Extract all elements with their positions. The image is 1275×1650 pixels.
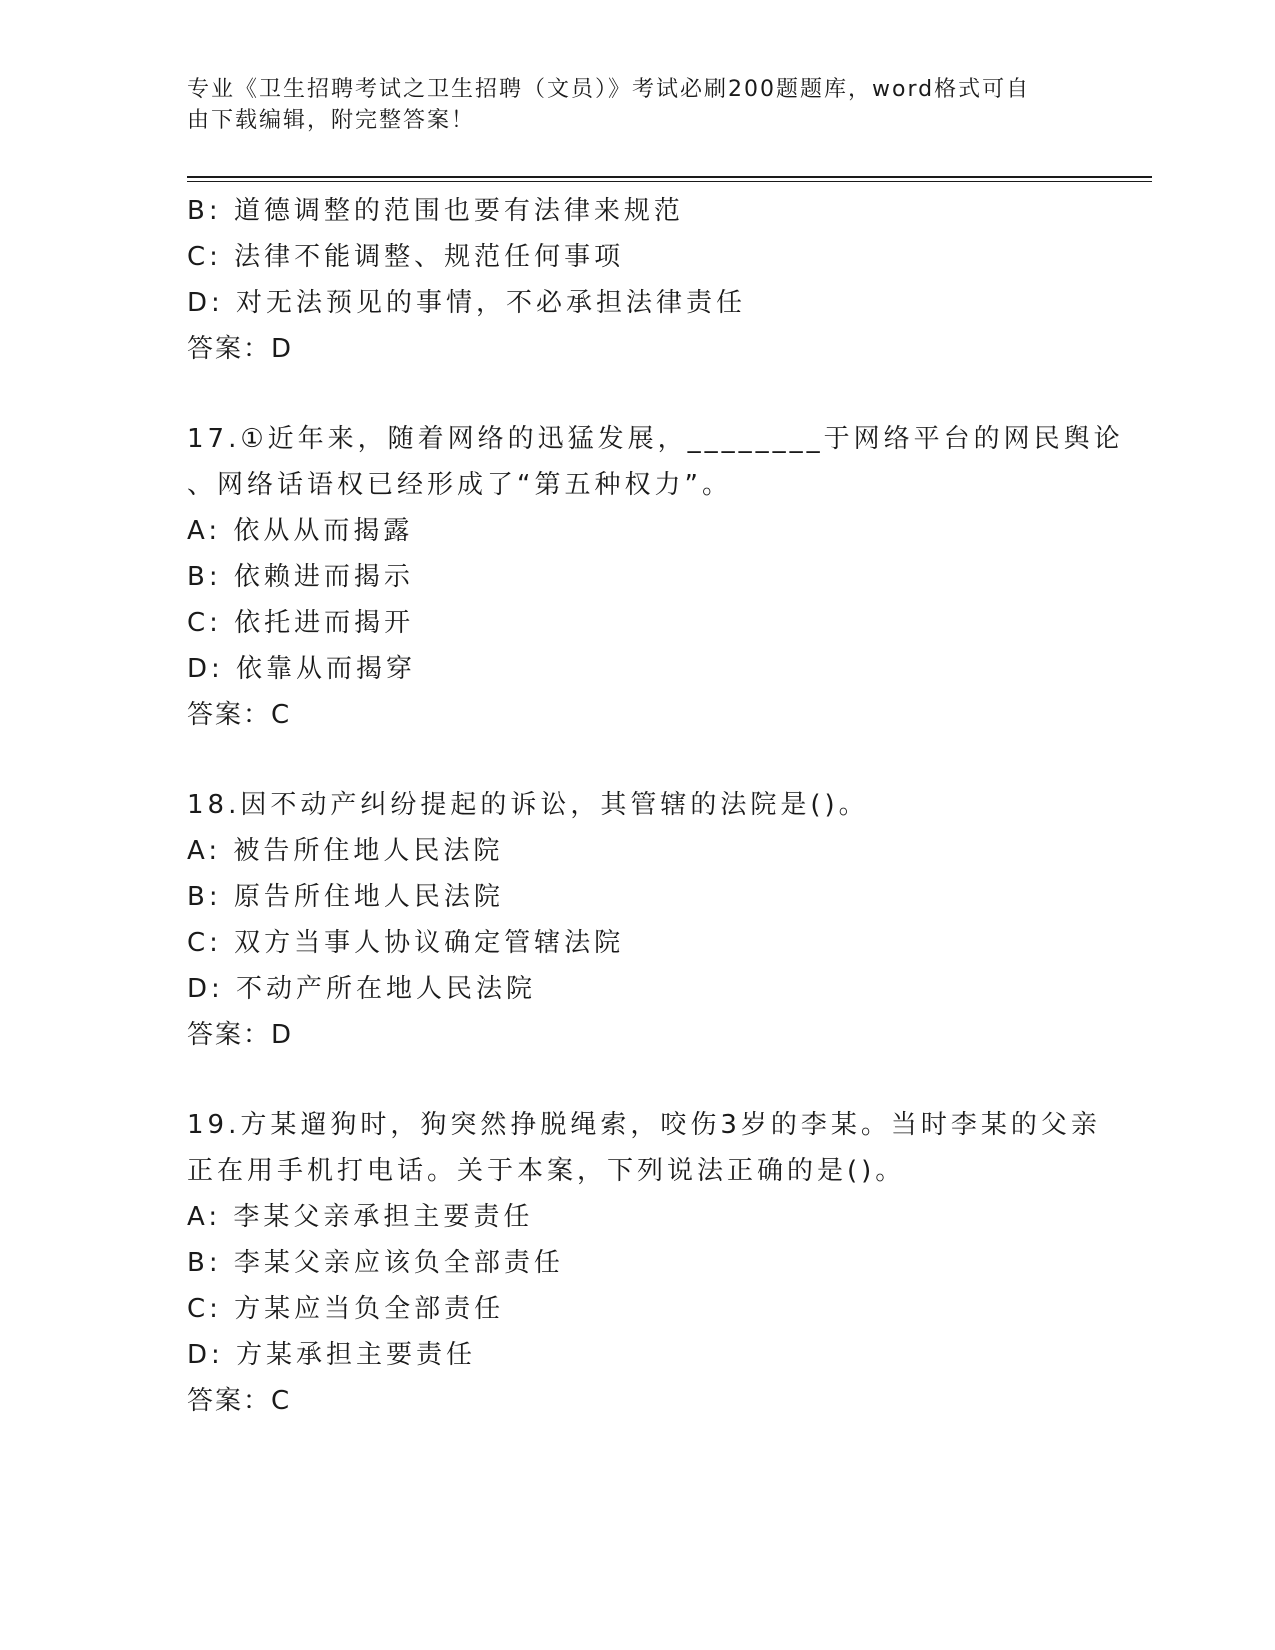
option-d: D: 对无法预见的事情，不必承担法律责任 — [187, 288, 747, 318]
option-d: D: 不动产所在地人民法院 — [187, 974, 537, 1004]
option-b: B: 依赖进而揭示 — [187, 562, 414, 592]
question-19 — [187, 1102, 1101, 1424]
option-c: C: 方某应当负全部责任 — [187, 1294, 505, 1324]
option-a: A: 李某父亲承担主要责任 — [187, 1202, 534, 1232]
document-header — [187, 74, 1067, 136]
option-b: B: 道德调整的范围也要有法律来规范 — [187, 196, 684, 226]
answer-line: 答案：D — [187, 334, 294, 364]
question-stem-line: 17.①近年来，随着网络的迅猛发展，________于网络平台的网民舆论 — [187, 424, 1124, 454]
question-stem — [187, 1102, 1101, 1194]
answer-line: 答案：D — [187, 1020, 294, 1050]
answer-line: 答案：C — [187, 1386, 292, 1416]
option-b: B: 李某父亲应该负全部责任 — [187, 1248, 564, 1278]
header-divider-thin — [187, 181, 1152, 182]
question-stem-line: 19.方某遛狗时，狗突然挣脱绳索，咬伤3岁的李某。当时李某的父亲 — [187, 1110, 1101, 1140]
header-line-2: 由下载编辑，附完整答案！ — [187, 108, 476, 133]
header-line-1: 专业《卫生招聘考试之卫生招聘（文员）》考试必刷200题题库，word格式可自 — [187, 77, 1031, 102]
answer-line: 答案：C — [187, 700, 292, 730]
option-c: C: 双方当事人协议确定管辖法院 — [187, 928, 625, 958]
question-list — [187, 188, 1124, 1468]
header-divider — [187, 176, 1152, 178]
option-c: C: 依托进而揭开 — [187, 608, 415, 638]
question-stem — [187, 416, 1124, 508]
option-d: D: 方某承担主要责任 — [187, 1340, 477, 1370]
question-stem-line: 正在用手机打电话。关于本案，下列说法正确的是()。 — [187, 1156, 906, 1186]
option-d: D: 依靠从而揭穿 — [187, 654, 417, 684]
option-a: A: 被告所住地人民法院 — [187, 836, 504, 866]
option-a: A: 依从从而揭露 — [187, 516, 414, 546]
option-c: C: 法律不能调整、规范任何事项 — [187, 242, 625, 272]
question-stem-line: 、网络话语权已经形成了“第五种权力”。 — [187, 470, 732, 500]
question-stem-line: 18.因不动产纠纷提起的诉讼，其管辖的法院是()。 — [187, 790, 869, 820]
question-18 — [187, 782, 1087, 1058]
option-b: B: 原告所住地人民法院 — [187, 882, 504, 912]
question-stem — [187, 782, 1087, 828]
carryover-question — [187, 188, 1087, 372]
question-17 — [187, 416, 1124, 738]
